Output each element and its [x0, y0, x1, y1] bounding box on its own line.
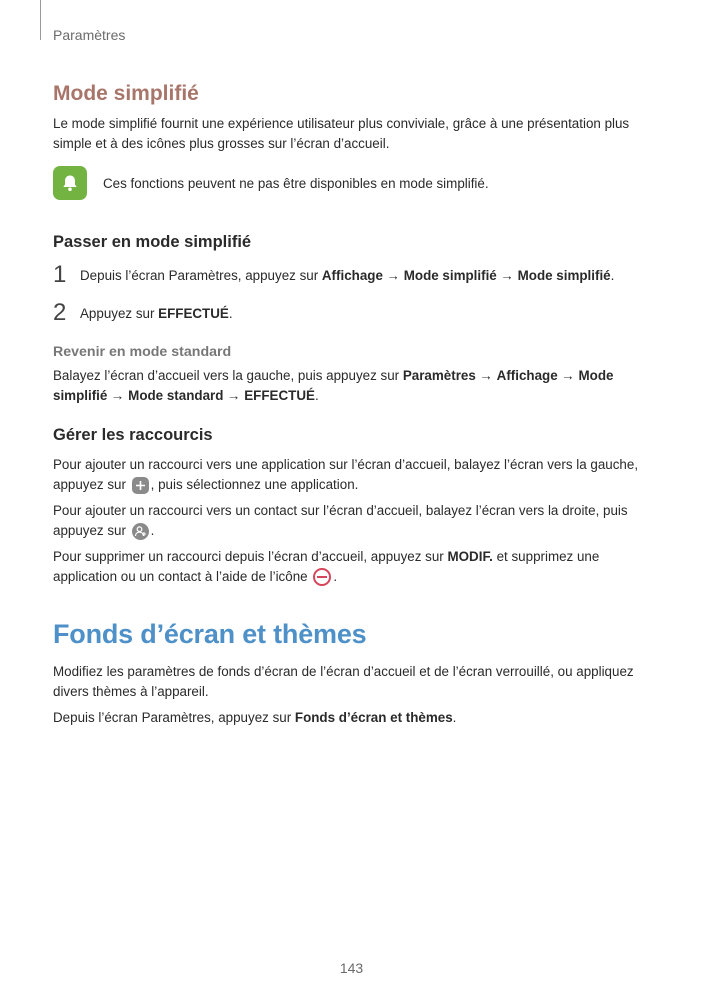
remove-icon: [313, 568, 331, 586]
revert-text: Balayez l’écran d’accueil vers la gauche, puis appuyez sur Paramètres → Affichage → Mode simplifié → Mode standard → EFFECTUÉ.: [53, 368, 614, 403]
step-1: [53, 262, 653, 288]
page-number: 143: [339, 960, 364, 976]
step-text: Appuyez sur EFFECTUÉ.: [80, 305, 233, 321]
subsection-title-switch: Passer en mode simplifié: [53, 233, 252, 251]
shortcuts-remove-text: Pour supprimer un raccourci depuis l’écran d’accueil, appuyez sur MODIF. et supprimez une application ou un contact à l’aide de l’icône .: [53, 547, 653, 587]
wallpaper-instruction: Depuis l’écran Paramètres, appuyez sur Fonds d’écran et thèmes.: [53, 710, 457, 725]
step-number: 1: [53, 261, 67, 288]
note-text: Ces fonctions peuvent ne pas être disponibles en mode simplifié.: [103, 175, 489, 191]
subsection-title-shortcuts: Gérer les raccourcis: [53, 426, 213, 444]
step-number: 2: [53, 299, 67, 326]
section-title-simple-mode: Mode simplifié: [53, 82, 199, 105]
header-divider: [40, 0, 41, 40]
add-contact-icon: [132, 523, 149, 540]
page-header-title: Paramètres: [53, 27, 126, 43]
shortcuts-app-text: Pour ajouter un raccourci vers une application sur l’écran d’accueil, balayez l’écran vers la gauche, appuyez sur , puis sélectionnez une application.: [53, 457, 639, 492]
add-app-icon: [132, 477, 149, 494]
wallpaper-intro: Modifiez les paramètres de fonds d’écran de l’écran d’accueil et de l’écran verrouillé, ou appliquez divers thèmes à l’appareil.: [53, 664, 634, 699]
step-2: [53, 300, 653, 326]
section-title-wallpaper: Fonds d’écran et thèmes: [53, 619, 367, 649]
page-content: [53, 82, 653, 734]
simple-mode-intro: Le mode simplifié fournit une expérience utilisateur plus conviviale, grâce à une présentation plus simple et à des icônes plus grosses sur l’écran d’accueil.: [53, 116, 630, 151]
subsection-title-revert: Revenir en mode standard: [53, 344, 232, 360]
note-box: [53, 166, 653, 200]
shortcuts-contact-text: Pour ajouter un raccourci vers un contact sur l’écran d’accueil, balayez l’écran vers la droite, puis appuyez sur .: [53, 503, 628, 538]
bell-icon: [53, 166, 87, 200]
step-text: Depuis l’écran Paramètres, appuyez sur Affichage → Mode simplifié → Mode simplifié.: [80, 267, 615, 283]
